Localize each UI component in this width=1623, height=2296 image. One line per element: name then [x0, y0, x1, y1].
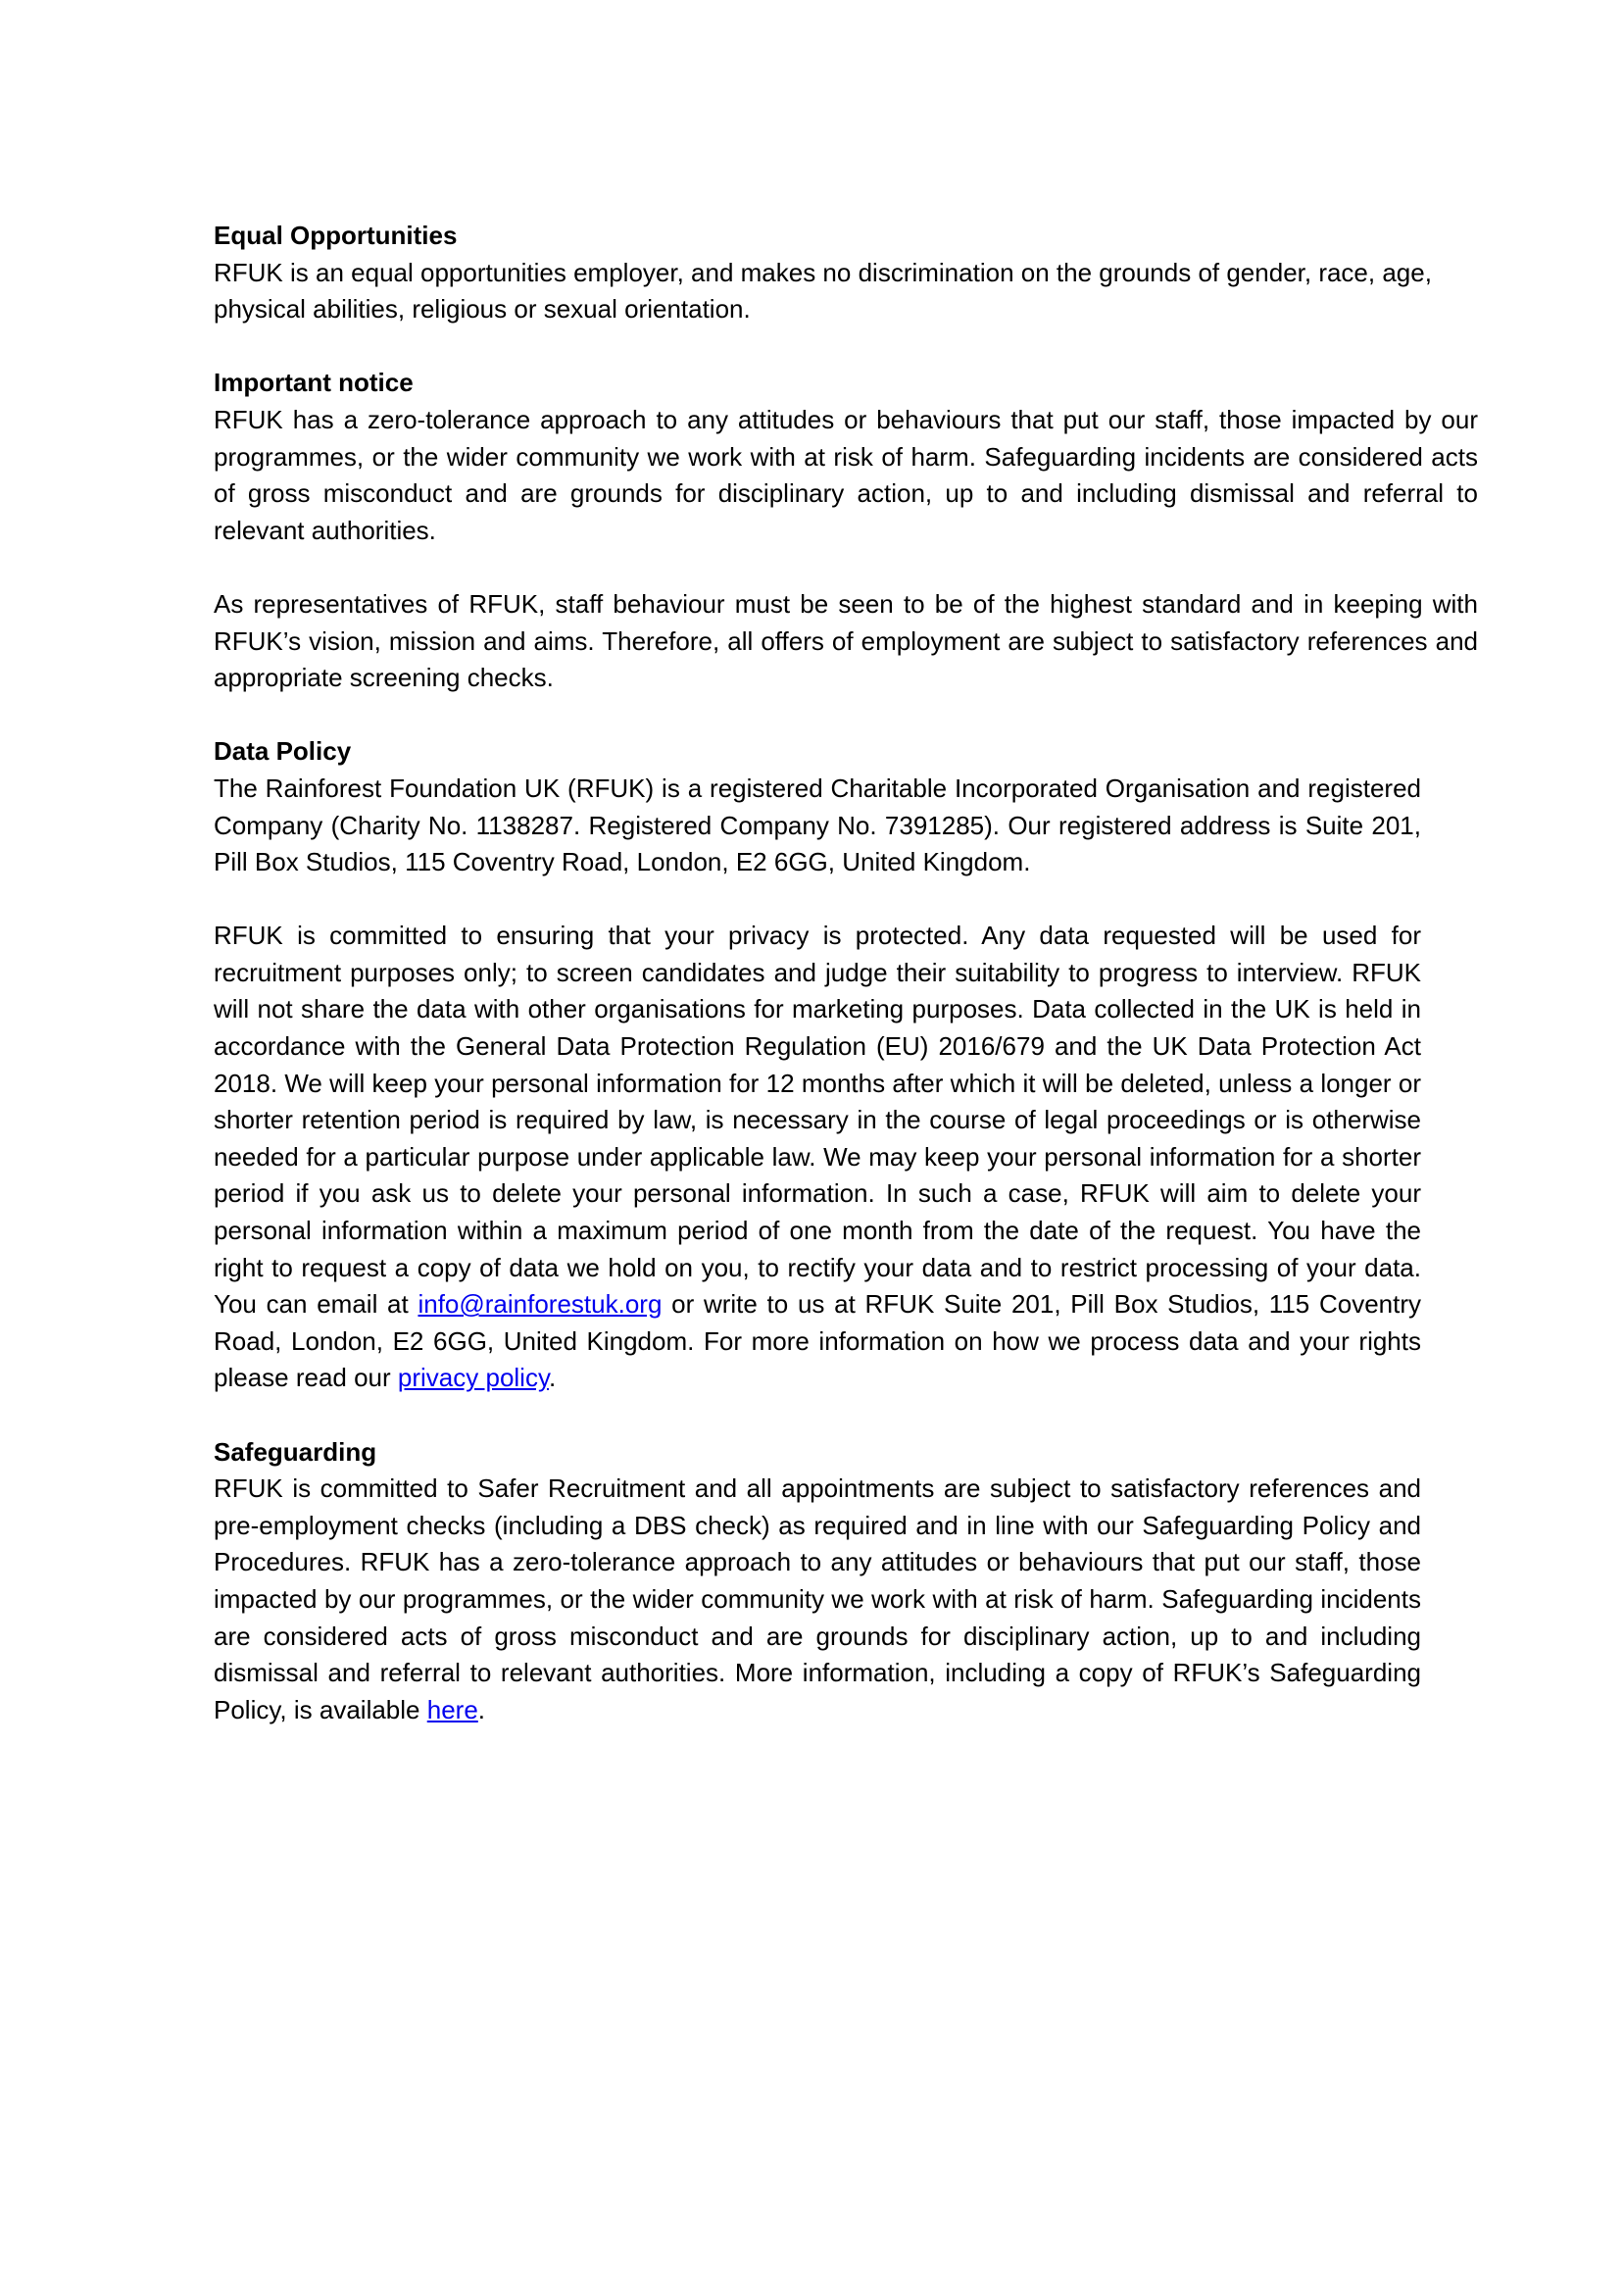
- safeguarding-heading: Safeguarding: [214, 1436, 377, 1467]
- important-notice-paragraph-1: RFUK has a zero-tolerance approach to any attitudes or behaviours that put our staff, those impacted by our programmes, or the wider community we work with at risk of harm. Safeguarding incidents are considered acts of gross misconduct and are grounds for disciplinary action, up to and including dismissal and referral to relevant authorities.: [214, 404, 1478, 545]
- important-notice-section: [214, 365, 1478, 696]
- data-policy-paragraph-2: [214, 918, 1421, 1397]
- privacy-policy-link[interactable]: privacy policy: [397, 1363, 550, 1393]
- equal-opportunities-text: RFUK is an equal opportunities employer, and makes no discrimination on the grounds of gender, race, age, physical abilities, religious or sexual orientation.: [214, 257, 1432, 324]
- safeguarding-section: [214, 1434, 1478, 1729]
- equal-opportunities-heading: Equal Opportunities: [214, 221, 458, 250]
- email-link[interactable]: info@rainforestuk.org: [418, 1289, 663, 1320]
- data-policy-paragraph-1: The Rainforest Foundation UK (RFUK) is a registered Charitable Incorporated Organisation and registered Company (Charity No. 1138287. Registered Company No. 7391285). Our registered address is Suite 201, Pill Box Studios, 115 Coventry Road, London, E2 6GG, United Kingdom.: [214, 773, 1421, 877]
- spacer: [214, 549, 1478, 586]
- spacer: [214, 328, 1478, 366]
- safeguarding-text-end: .: [477, 1694, 486, 1724]
- important-notice-heading: Important notice: [214, 368, 414, 398]
- safeguarding-policy-here-link[interactable]: here: [426, 1694, 478, 1724]
- data-policy-text-end: .: [549, 1363, 557, 1393]
- data-policy-section: [214, 733, 1478, 1397]
- safeguarding-text: RFUK is committed to Safer Recruitment and all appointments are subject to satisfactory references and pre-employment checks (including a DBS check) as required and in line with our Safeguarding Policy and Procedures. RFUK has a zero-tolerance approach to any attitudes or behaviours that put our staff, those impacted by our programmes, or the wider community we work with at risk of harm. Safeguarding incidents are considered acts of gross misconduct and are grounds for disciplinary action, up to and including dismissal and referral to relevant authorities. More information, including a copy of RFUK’s Safeguarding Policy, is available: [214, 1473, 1421, 1724]
- data-policy-heading: Data Policy: [214, 736, 352, 767]
- data-policy-text-intro: RFUK is committed to ensuring that your privacy is protected. Any data requested will be used for recruitment purposes only; to screen candidates and judge their suitability to progress to interview. RFUK will not share the data with other organisations for marketing purposes. Data collected in the UK is held in accordance with the General Data Protection Regulation (EU) 2016/679 and the UK Data Protection Act 2018. We will keep your personal information for 12 months after which it will be deleted, unless a longer or shorter retention period is required by law, is necessary in the course of legal proceedings or is otherwise needed for a particular purpose under applicable law. We may keep your personal information for a shorter period if you ask us to delete your personal information. In such a case, RFUK will aim to delete your personal information within a maximum period of one month from the date of the request. You have the right to request a copy of data we hold on you, to rectify your data and to restrict processing of your data. You can email at: [214, 921, 1421, 1320]
- spacer: [214, 881, 1478, 919]
- important-notice-paragraph-2: As representatives of RFUK, staff behaviour must be seen to be of the highest standard and in keeping with RFUK’s vision, mission and aims. Therefore, all offers of employment are subject to satisfactory references and appropriate screening checks.: [214, 588, 1478, 693]
- equal-opportunities-section: [214, 218, 1478, 328]
- data-policy-text-middle: or write to us at RFUK Suite 201, Pill Box Studios, 115 Coventry Road, London, E2 6GG, United Kingdom. For more information on how we process data and your rights please read our: [214, 1289, 1422, 1393]
- spacer: [214, 1397, 1478, 1434]
- spacer: [214, 697, 1478, 734]
- document-content: [214, 218, 1478, 1728]
- safeguarding-paragraph: [214, 1471, 1421, 1728]
